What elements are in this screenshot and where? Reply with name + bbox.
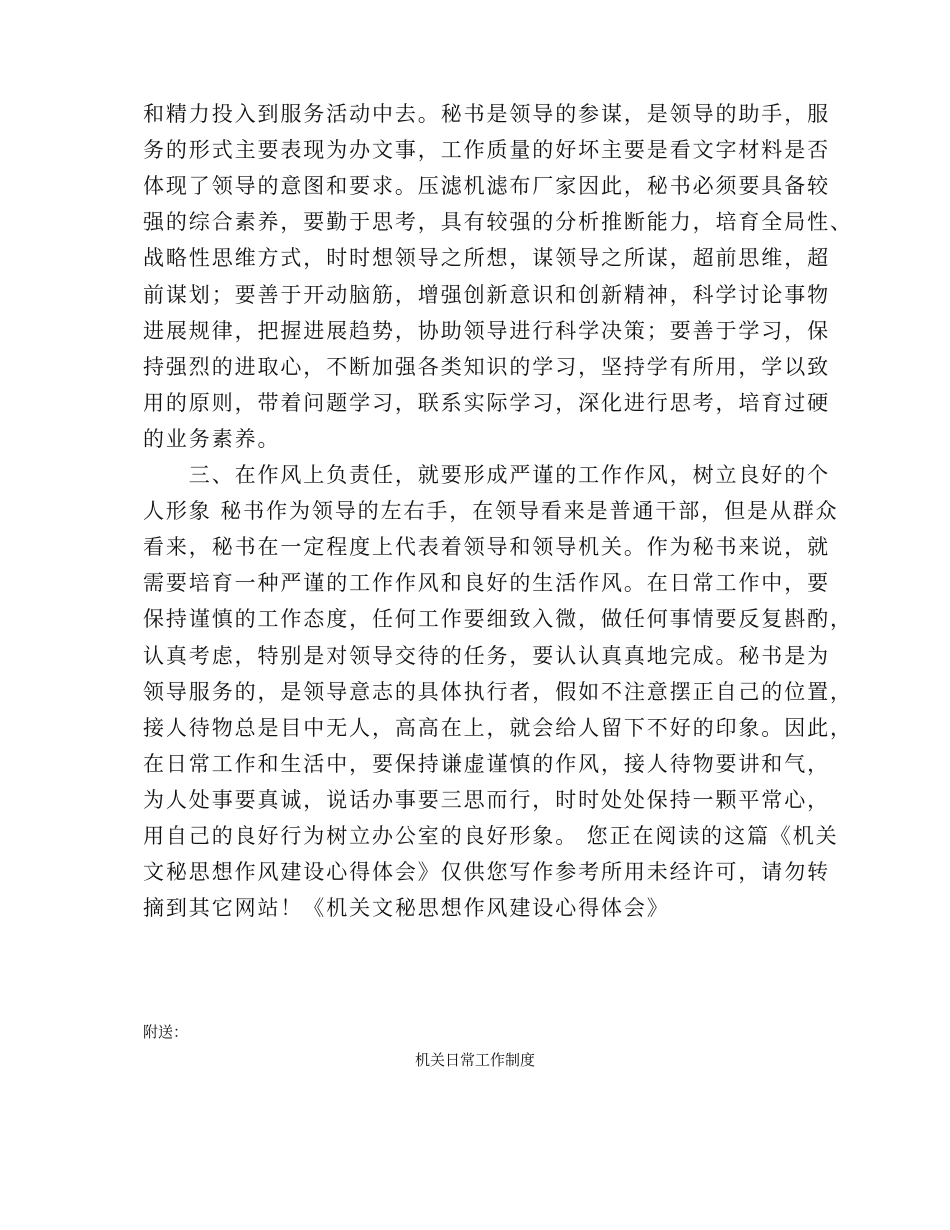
text-line: 认真考虑，特别是对领导交待的任务，要认认真真地完成。秘书是为: [143, 643, 830, 668]
text-line: 进展规律，把握进展趋势，协助领导进行科学决策；要善于学习，保: [143, 318, 830, 343]
text-line: 用自己的良好行为树立办公室的良好形象。 您正在阅读的这篇《机关: [143, 824, 839, 848]
text-line: 的业务素养。: [143, 426, 281, 451]
text-line: 看来，秘书在一定程度上代表着领导和领导机关。作为秘书来说，就: [143, 535, 830, 560]
appendix-label: 附送：: [143, 1023, 189, 1041]
text-line: 务的形式主要表现为办文事，工作质量的好坏主要是看文字材料是否: [143, 138, 830, 163]
text-line: 需要培育一种严谨的工作作风和良好的生活作风。在日常工作中，要: [143, 571, 830, 596]
text-line: 前谋划；要善于开动脑筋，增强创新意识和创新精神，科学讨论事物: [143, 282, 830, 307]
text-line: 三、在作风上负责任，就要形成严谨的工作作风，树立良好的个: [143, 463, 830, 487]
appendix-title: 机关日常工作制度: [414, 1051, 535, 1069]
text-line: 领导服务的，是领导意志的具体执行者，假如不注意摆正自己的位置，: [143, 679, 853, 704]
text-line: 持强烈的进取心，不断加强各类知识的学习，坚持学有所用，学以致: [143, 354, 830, 379]
text-line: 在日常工作和生活中，要保持谦虚谨慎的作风，接人待物要讲和气，: [143, 751, 830, 776]
text-line: 接人待物总是目中无人，高高在上，就会给人留下不好的印象。因此，: [143, 715, 853, 740]
text-line: 人形象 秘书作为领导的左右手，在领导看来是普通干部，但是从群众: [143, 499, 839, 524]
text-line: 摘到其它网站！《机关文秘思想作风建设心得体会》: [143, 896, 670, 921]
text-line: 体现了领导的意图和要求。压滤机滤布厂家因此，秘书必须要具备较: [143, 174, 830, 199]
text-line: 保持谨慎的工作态度，任何工作要细致入微，做任何事情要反复斟酌，: [143, 607, 853, 632]
text-line: 强的综合素养，要勤于思考，具有较强的分析推断能力，培育全局性、: [143, 210, 853, 235]
text-line: 和精力投入到服务活动中去。秘书是领导的参谋，是领导的助手，服: [143, 102, 830, 126]
text-line: 文秘思想作风建设心得体会》仅供您写作参考所用未经许可，请勿转: [143, 860, 830, 885]
text-line: 为人处事要真诚，说话办事要三思而行，时时处处保持一颗平常心，: [143, 787, 830, 812]
text-line: 战略性思维方式，时时想领导之所想，谋领导之所谋，超前思维，超: [143, 246, 830, 271]
text-line: 用的原则，带着问题学习，联系实际学习，深化进行思考，培育过硬: [143, 390, 830, 415]
